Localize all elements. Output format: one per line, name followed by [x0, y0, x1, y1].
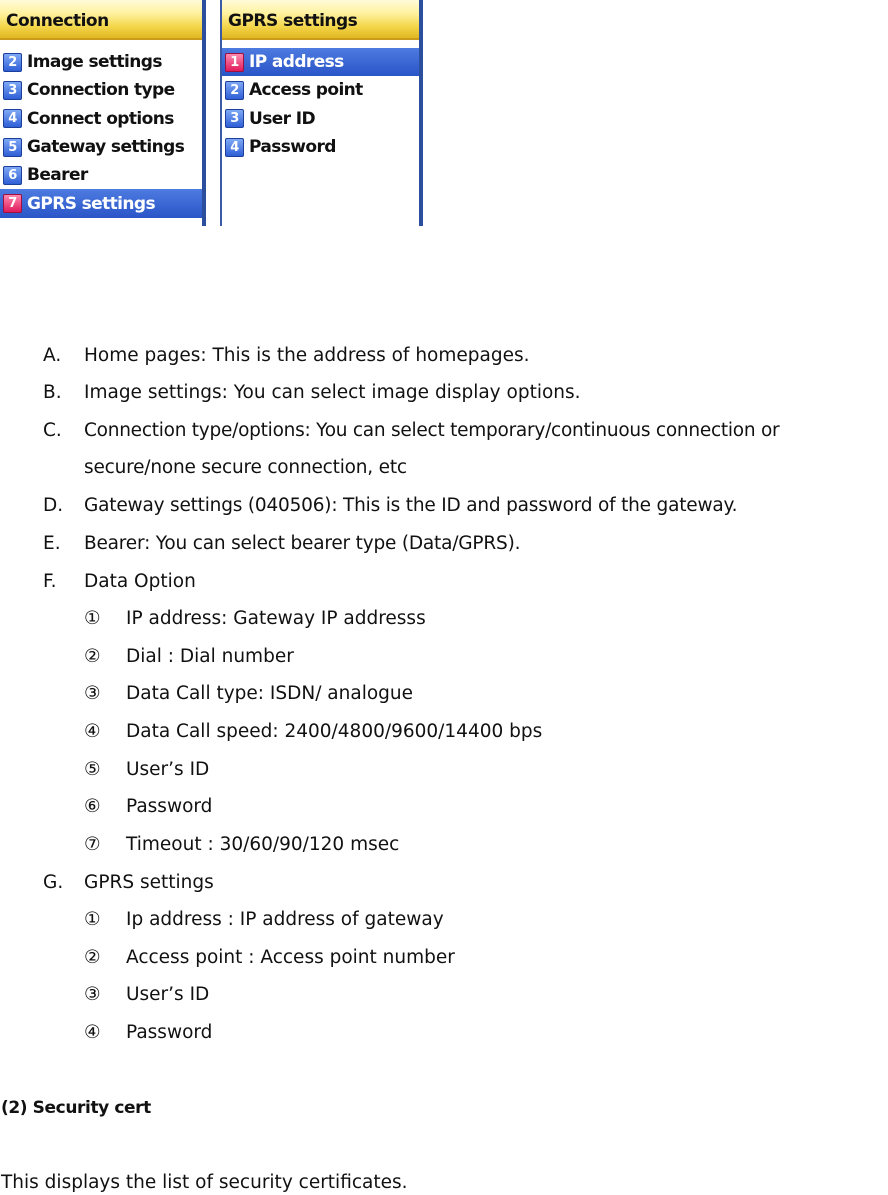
menu-item-label: Connect options	[27, 108, 174, 129]
menu-item-label: GPRS settings	[27, 193, 155, 214]
sub-item-text: Data Call speed: 2400/4800/9600/14400 bps	[126, 721, 543, 742]
number-7-icon: 7	[3, 194, 22, 213]
menu-item-label: IP address	[249, 52, 344, 73]
number-2-icon: 2	[3, 53, 22, 72]
menu-item-label: Connection type	[27, 80, 175, 101]
connection-menu-screenshot	[0, 0, 206, 226]
number-3-icon: 3	[3, 81, 22, 100]
menu-item-connection-type[interactable]	[0, 76, 202, 104]
number-6-icon: 6	[3, 166, 22, 185]
sub-item-text: Password	[126, 1022, 213, 1043]
list-item-text: Data Option	[84, 571, 196, 592]
menu-item-bearer[interactable]	[0, 161, 202, 189]
sub-item-text: IP address: Gateway IP addresss	[126, 608, 426, 629]
section-heading: (2) Security cert	[1, 1098, 151, 1118]
menu-item-gateway-settings[interactable]	[0, 133, 202, 161]
menu-item-label: Bearer	[27, 165, 88, 186]
menu-item-label: User ID	[249, 108, 315, 129]
circled-number-marker: ③	[84, 984, 101, 1005]
menu-item-image-settings[interactable]	[0, 48, 202, 76]
list-item-text: Connection type/options: You can select temporary/continuous connection or	[84, 420, 780, 441]
sub-item-text: Ip address : IP address of gateway	[126, 909, 444, 930]
circled-number-marker: ⑥	[84, 796, 101, 817]
list-marker: C.	[43, 420, 62, 441]
list-item-text: Gateway settings (040506): This is the ID and password of the gateway.	[84, 495, 738, 516]
menu-item-gprs-settings[interactable]	[0, 189, 202, 217]
list-item-text: Home pages: This is the address of homepages.	[84, 345, 530, 366]
sub-item-text: Access point : Access point number	[126, 947, 455, 968]
sub-item-text: User’s ID	[126, 759, 210, 780]
menu-item-ip-address[interactable]	[222, 48, 419, 76]
number-3-icon: 3	[225, 109, 244, 128]
menu-item-label: Access point	[249, 80, 363, 101]
menu-item-label: Gateway settings	[27, 137, 185, 158]
circled-number-marker: ②	[84, 947, 101, 968]
circled-number-marker: ⑤	[84, 759, 101, 780]
number-4-icon: 4	[3, 109, 22, 128]
menu-item-label: Password	[249, 137, 336, 158]
menu-item-access-point[interactable]	[222, 76, 419, 104]
list-marker: A.	[43, 345, 62, 366]
menu-item-password[interactable]	[222, 133, 419, 161]
list-item-text: Image settings: You can select image display options.	[84, 382, 581, 403]
list-item-c-continuation: secure/none secure connection, etc	[84, 457, 407, 478]
list-item-text: GPRS settings	[84, 872, 214, 893]
gprs-menu-title: GPRS settings	[222, 0, 419, 40]
number-2-icon: 2	[225, 81, 244, 100]
circled-number-marker: ⑦	[84, 834, 101, 855]
circled-number-marker: ①	[84, 909, 101, 930]
list-marker: G.	[43, 872, 64, 893]
circled-number-marker: ③	[84, 683, 101, 704]
number-4-icon: 4	[225, 138, 244, 157]
gprs-menu-list	[222, 48, 419, 161]
menu-item-label: Image settings	[27, 52, 162, 73]
list-item-text: Bearer: You can select bearer type (Data/GPRS).	[84, 533, 521, 554]
circled-number-marker: ④	[84, 1022, 101, 1043]
menu-item-user-id[interactable]	[222, 105, 419, 133]
circled-number-marker: ④	[84, 721, 101, 742]
circled-number-marker: ②	[84, 646, 101, 667]
circled-number-marker: ①	[84, 608, 101, 629]
sub-item-text: Timeout : 30/60/90/120 msec	[126, 834, 400, 855]
gprs-settings-menu-screenshot	[220, 0, 423, 226]
list-marker: D.	[43, 495, 64, 516]
sub-item-text: Password	[126, 796, 213, 817]
connection-menu-title: Connection	[0, 0, 202, 40]
section-body-text: This displays the list of security certificates.	[1, 1172, 408, 1193]
list-marker: B.	[43, 382, 62, 403]
sub-item-text: Data Call type: ISDN/ analogue	[126, 683, 414, 704]
list-marker: E.	[43, 533, 61, 554]
list-marker: F.	[43, 571, 57, 592]
connection-menu-list	[0, 48, 202, 218]
menu-item-connect-options[interactable]	[0, 105, 202, 133]
number-5-icon: 5	[3, 138, 22, 157]
sub-item-text: User’s ID	[126, 984, 210, 1005]
number-1-icon: 1	[225, 53, 244, 72]
sub-item-text: Dial : Dial number	[126, 646, 294, 667]
